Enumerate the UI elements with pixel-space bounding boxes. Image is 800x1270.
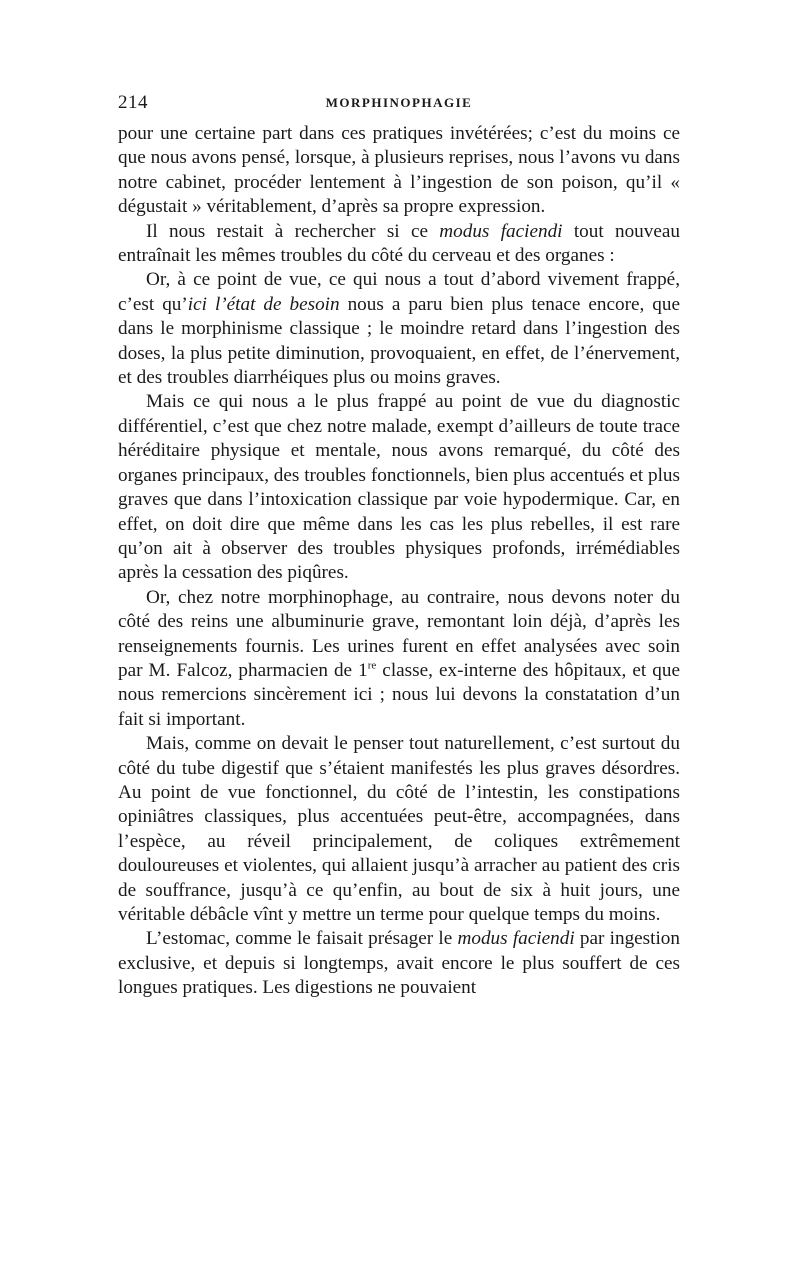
book-page: [118, 92, 680, 1001]
paragraph-6: [118, 732, 680, 927]
paragraph-3-italic: ici l’état de besoin: [187, 293, 340, 315]
running-title: MORPHINOPHAGIE: [325, 95, 473, 110]
paragraph-5-superscript: re: [367, 659, 377, 672]
paragraph-2-text-a: Il nous restait à rechercher si ce: [146, 220, 440, 242]
paragraph-2-italic: modus faciendi: [439, 220, 563, 242]
paragraph-7-text-b: par ingestion exclusive, et depuis si longtemps, avait encore le plus souffert de ces longues pratiques. Les digestions ne pouvaient: [118, 928, 680, 999]
paragraph-3-text-b: nous a paru bien plus tenace encore, que dans le morphinisme classique ; le moindre retard dans l’ingestion des doses, la plus petite diminution, provoquaient, en effet, de l’énervement, et des troubles diarrhéiques plus ou moins graves.: [118, 293, 680, 389]
paragraph-2-text-b: tout nouveau entraînait les mêmes troubles du côté du cerveau et des organes :: [118, 220, 680, 267]
running-head: [118, 92, 680, 122]
paragraph-3-text-a: Or, à ce point de vue, ce qui nous a tout d’abord vivement frappé, c’est qu’: [118, 269, 680, 315]
paragraph-4: [118, 390, 680, 585]
paragraph-5: [118, 586, 680, 732]
paragraph-5-text-b: classe, ex-interne des hôpitaux, et que nous remercions sincèrement ici ; nous lui devons la constatation d’un fait si important.: [118, 659, 680, 730]
page-number: 214: [118, 92, 148, 113]
body-text: [118, 122, 680, 1001]
paragraph-7-italic: modus faciendi: [457, 928, 575, 950]
paragraph-2: [118, 220, 680, 269]
paragraph-3: [118, 268, 680, 390]
paragraph-4-text: Mais ce qui nous a le plus frappé au point de vue du diagnostic différentiel, c’est que chez notre malade, exempt d’ailleurs de toute trace héréditaire physique et mentale, nous avons remarqué, du côté des organes principaux, des troubles fonctionnels, bien plus accentués et plus graves que dans l’intoxication classique par voie hypodermique. Car, en effet, on doit dire que même dans les cas les plus rebelles, il est rare qu’on ait à observer des troubles physiques profonds, irrémédiables après la cessation des piqûres.: [118, 391, 680, 584]
paragraph-7-text-a: L’estomac, comme le faisait présager le: [146, 928, 458, 950]
paragraph-7: [118, 927, 680, 1000]
paragraph-1-text: pour une certaine part dans ces pratiques invétérées; c’est du moins ce que nous avons pensé, lorsque, à plusieurs reprises, nous l’avons vu dans notre cabinet, procéder lentement à l’ingestion de son poison, qu’il « dégustait » véritablement, d’après sa propre expression.: [118, 123, 680, 218]
paragraph-1: [118, 122, 680, 220]
paragraph-6-text: Mais, comme on devait le penser tout naturellement, c’est surtout du côté du tube digestif que s’étaient manifestés les plus graves désordres. Au point de vue fonctionnel, du côté de l’intestin, les constipations opiniâtres classiques, plus accentuées peut-être, accompagnées, dans l’espèce, au réveil principalement, de coliques extrêmement douloureuses et violentes, qui allaient jusqu’à arracher au patient des cris de souffrance, jusqu’à ce qu’enfin, au bout de six à huit jours, une véritable débâcle vînt y mettre un terme pour quelque temps du moins.: [118, 733, 680, 925]
paragraph-5-text-a: Or, chez notre morphinophage, au contraire, nous devons noter du côté des reins une albuminurie grave, remontant loin déjà, d’après les renseignements fournis. Les urines furent en effet analysées avec soin par M. Falcoz, pharmacien de 1: [118, 586, 680, 681]
